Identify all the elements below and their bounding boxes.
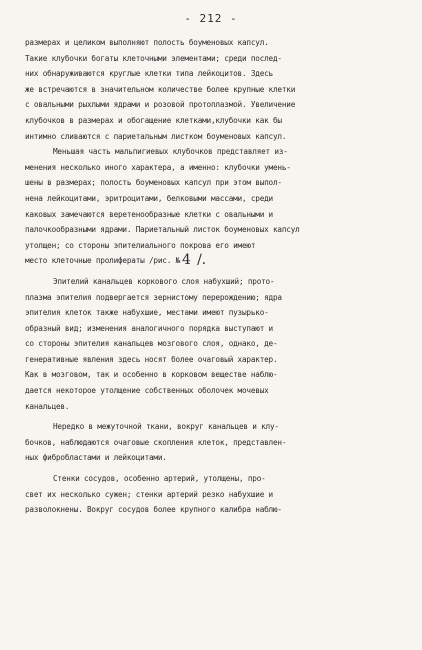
- figure-reference-close: /.: [197, 252, 206, 269]
- document-body: [25, 35, 410, 518]
- text-line: дается некоторое утолщение собственных оболочек мочевых: [25, 386, 269, 396]
- paragraph-4: [25, 419, 410, 466]
- text-line: с овальными рыхлыми ядрами и розовой протоплазмой. Увеличение: [25, 100, 296, 110]
- paragraph-1: [25, 35, 410, 144]
- text-line: них обнаруживаются круглые клетки типа лейкоцитов. Здесь: [25, 69, 273, 79]
- text-line: Нередко в межуточной ткани, вокруг канальцев и клу-: [53, 422, 279, 432]
- text-line: нена лейкоцитами, эритроцитами, белковыми массами, среди: [25, 193, 273, 203]
- text-line: генеративные явления здесь носят более очаговый характер.: [25, 354, 278, 364]
- text-line: Меньшая часть мальпигиевых клубочков представляет из-: [53, 147, 288, 157]
- text-line: образный вид; изменения аналогичного порядка выступают и: [25, 323, 273, 333]
- text-line: канальцев.: [25, 401, 70, 411]
- text-line: палочкообразными ядрами. Париетальный листок боуменовых капсул: [25, 225, 300, 235]
- text-line: место клеточные пролифераты /рис. №: [25, 256, 180, 266]
- text-line: размерах и целиком выполняют полость боуменовых капсул.: [25, 38, 269, 47]
- text-line: же встречаются в значительном количестве более крупные клетки: [25, 84, 296, 94]
- text-line: плазма эпителия подвергается зернистому перерождению; ядра: [25, 292, 282, 302]
- text-line: свет их несколько сужен; стенки артерий резко набухшие и: [25, 489, 273, 499]
- page-number: - 212 -: [184, 12, 238, 25]
- text-line: со стороны эпителия канальцев мозгового слоя, однако, де-: [25, 339, 278, 349]
- text-line: каковых замечаются веретенообразные клетки с овальными и: [25, 209, 273, 219]
- text-line: менения несколько иного характера, а именно: клубочки умень-: [25, 162, 291, 172]
- text-line: интимно сливаются с париетальным листком боуменовых капсул.: [25, 131, 287, 141]
- text-line: бочков, наблюдаются очаговые скопления клеток, представлен-: [25, 437, 287, 447]
- text-line: разволокнены. Вокруг сосудов более крупного калибра наблю-: [25, 505, 282, 515]
- text-line: эпителия клеток также набухшие, местами имеют пузырько-: [25, 308, 269, 318]
- text-line: клубочков в размерах и обогащение клетками,клубочки как бы: [25, 115, 282, 125]
- text-line: Как в мозговом, так и особенно в корковом веществе наблю-: [25, 370, 278, 380]
- paragraph-2: [25, 144, 410, 269]
- text-line: Стенки сосудов, особенно артерий, утолщены, про-: [53, 474, 266, 484]
- paragraph-5: [25, 471, 410, 518]
- text-line: ных фибробластами и лейкоцитами.: [25, 453, 167, 463]
- text-line: Такие клубочки богаты клеточными элементами; среди послед-: [25, 53, 282, 63]
- paragraph-3: [25, 274, 410, 414]
- figure-reference-line: [25, 253, 410, 269]
- handwritten-figure-number: 4: [182, 252, 191, 269]
- text-line: Эпителий канальцев коркового слоя набухший; прото-: [53, 276, 275, 286]
- text-line: шены в размерах; полость боуменовых капсул при этом выпол-: [25, 178, 282, 188]
- text-line: утолщен; со стороны эпителиального покрова его имеют: [25, 240, 256, 250]
